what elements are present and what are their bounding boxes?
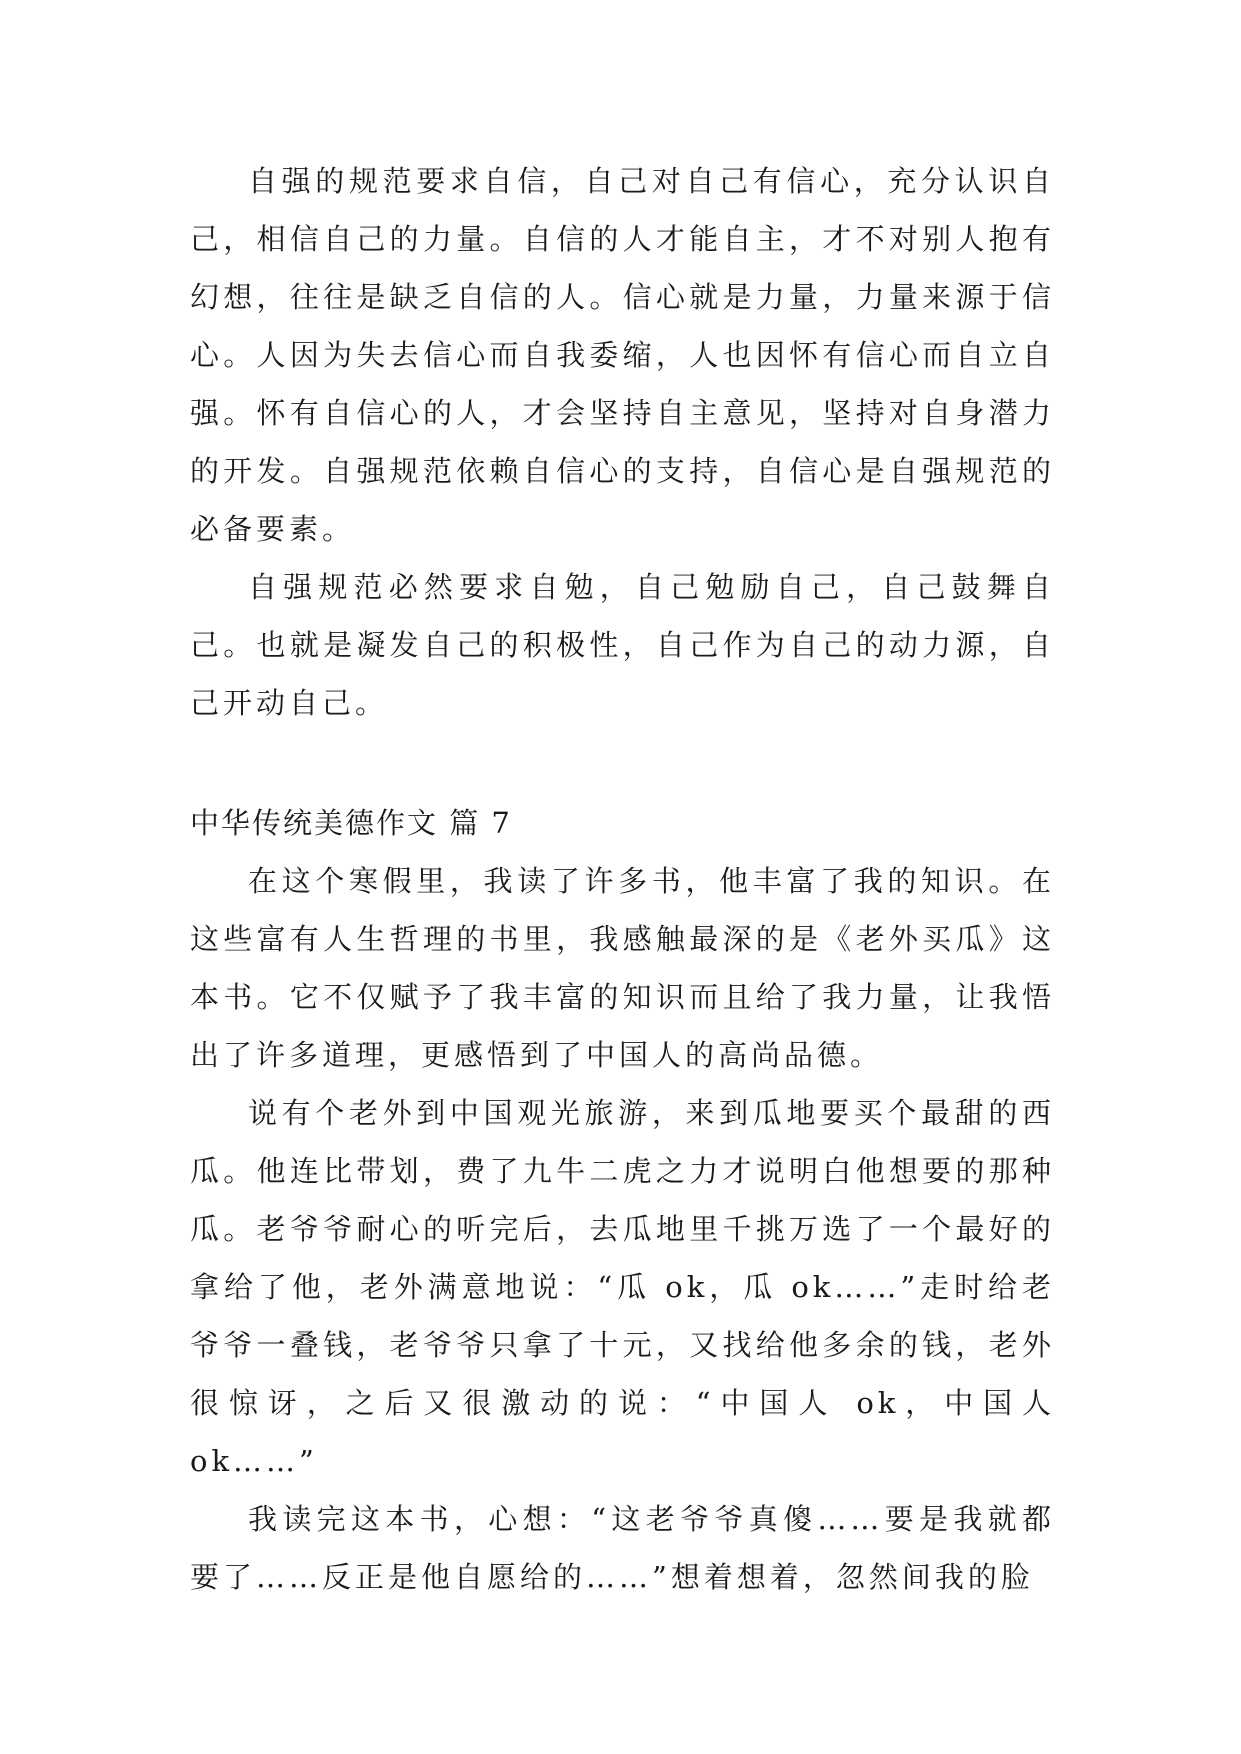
document-page <box>190 152 1055 1606</box>
section-spacer <box>190 732 1055 794</box>
paragraph-winter-reading: 在这个寒假里，我读了许多书，他丰富了我的知识。在这些富有人生哲理的书里，我感触最深的是《老外买瓜》这本书。它不仅赋予了我丰富的知识而且给了我力量，让我悟出了许多道理，更感悟到了中国人的高尚品德。 <box>190 864 1055 1072</box>
paragraph-self-encouragement: 自强规范必然要求自勉，自己勉励自己，自己鼓舞自己。也就是凝发自己的积极性，自己作为自己的动力源，自己开动自己。 <box>190 570 1055 720</box>
section-heading: 中华传统美德作文 篇 7 <box>190 806 512 840</box>
paragraph-foreigner-story: 说有个老外到中国观光旅游，来到瓜地要买个最甜的西瓜。他连比带划，费了九牛二虎之力才说明白他想要的那种瓜。老爷爷耐心的听完后，去瓜地里千挑万选了一个最好的拿给了他，老外满意地说：“瓜 ok，瓜 ok……”走时给老爷爷一叠钱，老爷爷只拿了十元，又找给他多余的钱，老外很惊讶，之后又很激动的说：“中国人 ok，中国人 ok……” <box>190 1096 1055 1478</box>
paragraph-self-confidence: 自强的规范要求自信，自己对自己有信心，充分认识自己，相信自己的力量。自信的人才能自主，才不对别人抱有幻想，往往是缺乏自信的人。信心就是力量，力量来源于信心。人因为失去信心而自我委缩，人也因怀有信心而自立自强。怀有自信心的人，才会坚持自主意见，坚持对自身潜力的开发。自强规范依赖自信心的支持，自信心是自强规范的必备要素。 <box>190 164 1055 546</box>
paragraph-reflection: 我读完这本书，心想：“这老爷爷真傻……要是我就都要了……反正是他自愿给的……”想着想着，忽然间我的脸 <box>190 1502 1055 1594</box>
